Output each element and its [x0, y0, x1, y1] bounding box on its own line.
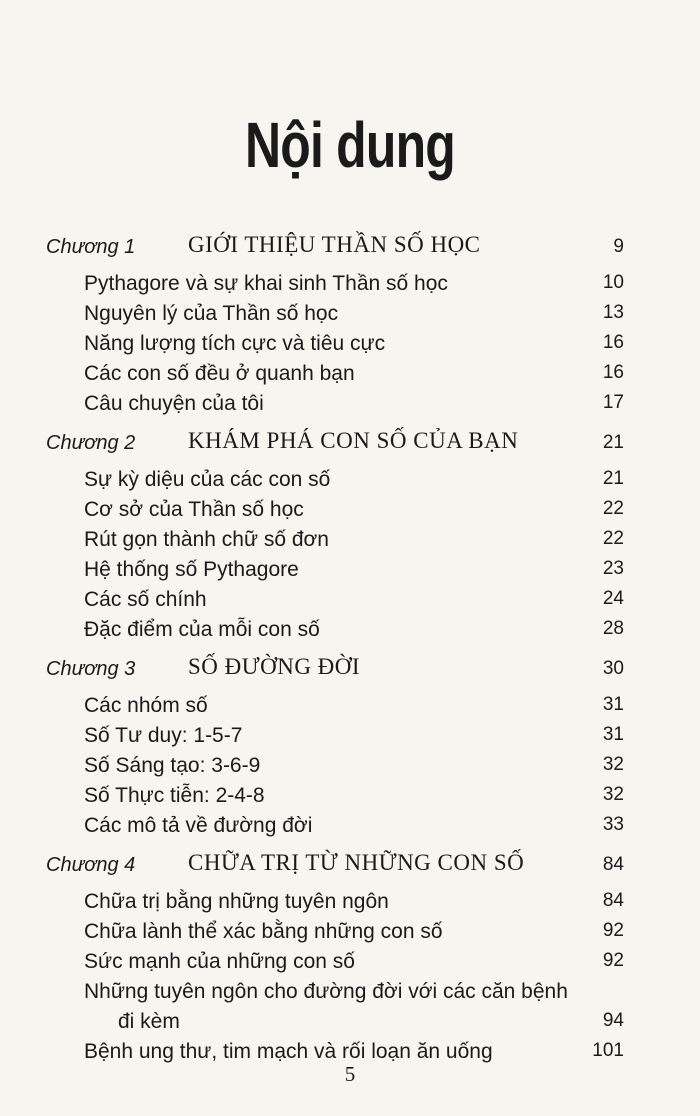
toc-entry-title: Đặc điểm của mỗi con số — [84, 618, 320, 641]
page-number: 5 — [344, 1062, 356, 1086]
toc-entry — [0, 722, 700, 752]
toc-entry-page-number: 16 — [602, 332, 624, 353]
page-title: Nội dung — [244, 109, 456, 181]
toc-entry-page-number: 101 — [592, 1040, 624, 1061]
toc-entry — [0, 360, 700, 390]
toc-entry-title: Pythagore và sự khai sinh Thần số học — [84, 272, 448, 295]
toc-entry — [0, 270, 700, 300]
toc-entry-page-number: 17 — [602, 392, 624, 413]
toc-entry — [0, 752, 700, 782]
toc-entry — [0, 586, 700, 616]
toc-entry-title: Sức mạnh của những con số — [84, 950, 355, 973]
toc-entry — [0, 466, 700, 496]
chapter-page-number: 21 — [602, 432, 624, 453]
toc-entry-title: Chữa trị bằng những tuyên ngôn — [84, 890, 389, 913]
chapter-heading — [0, 848, 700, 888]
toc-entry-page-number: 13 — [602, 302, 624, 323]
toc-entry-title: Hệ thống số Pythagore — [84, 558, 299, 581]
chapter-title: CHỮA TRỊ TỪ NHỮNG CON SỐ — [188, 850, 525, 875]
chapter-number: Chương 1 — [46, 236, 136, 258]
toc-entry-title: Bệnh ung thư, tim mạch và rối loạn ăn uống — [84, 1040, 493, 1063]
toc-entry-title: Các số chính — [84, 588, 207, 611]
chapter-title: SỐ ĐƯỜNG ĐỜI — [188, 654, 361, 679]
toc-entry-page-number: 92 — [602, 950, 624, 971]
toc-entry-title: Số Tư duy: 1-5-7 — [84, 724, 243, 747]
toc-entry-title: Những tuyên ngôn cho đường đời với các căn bệnh — [84, 980, 568, 1003]
table-of-contents — [0, 230, 700, 1068]
toc-entry — [0, 526, 700, 556]
toc-entry-page-number: 84 — [602, 890, 624, 911]
toc-entry — [0, 300, 700, 330]
toc-entry-page-number: 21 — [602, 468, 624, 489]
chapter-heading — [0, 426, 700, 466]
toc-entry — [0, 616, 700, 646]
toc-entry-page-number: 32 — [602, 754, 624, 775]
toc-entry-page-number: 24 — [602, 588, 624, 609]
toc-entry-title: Rút gọn thành chữ số đơn — [84, 528, 329, 551]
toc-entry-title: Nguyên lý của Thần số học — [84, 302, 339, 325]
toc-entry — [0, 692, 700, 722]
toc-entry — [0, 948, 700, 978]
chapter-heading — [0, 230, 700, 270]
toc-entry-page-number: 32 — [602, 784, 624, 805]
toc-entry — [0, 782, 700, 812]
toc-entry-page-number: 92 — [602, 920, 624, 941]
toc-entry-page-number: 23 — [602, 558, 624, 579]
toc-entry-page-number: 16 — [602, 362, 624, 383]
toc-entry — [0, 496, 700, 526]
toc-entry — [0, 1008, 700, 1038]
toc-entry-title: Các con số đều ở quanh bạn — [84, 362, 355, 385]
chapter-heading — [0, 652, 700, 692]
chapter-page-number: 9 — [613, 236, 624, 257]
toc-entry-title: Các mô tả về đường đời — [84, 814, 313, 837]
toc-entry-title: Số Thực tiễn: 2-4-8 — [84, 784, 265, 807]
toc-entry-page-number: 22 — [602, 528, 624, 549]
toc-entry-title: Câu chuyện của tôi — [84, 392, 264, 415]
toc-entry — [0, 556, 700, 586]
toc-entry-title: Cơ sở của Thần số học — [84, 498, 304, 521]
toc-entry — [0, 918, 700, 948]
toc-entry-title: đi kèm — [118, 1010, 180, 1033]
toc-entry-page-number: 31 — [602, 694, 624, 715]
toc-entry-title: Các nhóm số — [84, 694, 208, 717]
toc-entry — [0, 978, 700, 1008]
toc-entry — [0, 888, 700, 918]
toc-entry-page-number: 10 — [602, 272, 624, 293]
toc-entry — [0, 812, 700, 842]
toc-entry-page-number: 22 — [602, 498, 624, 519]
chapter-page-number: 30 — [602, 658, 624, 679]
chapter-number: Chương 4 — [46, 854, 136, 876]
chapter-number: Chương 2 — [46, 432, 136, 454]
toc-entry-page-number: 33 — [602, 814, 624, 835]
chapter-number: Chương 3 — [46, 658, 136, 680]
toc-entry-title: Sự kỳ diệu của các con số — [84, 468, 331, 491]
toc-entry-page-number: 28 — [602, 618, 624, 639]
toc-entry — [0, 330, 700, 360]
toc-entry-title: Chữa lành thể xác bằng những con số — [84, 920, 443, 943]
chapter-title: GIỚI THIỆU THẦN SỐ HỌC — [188, 232, 481, 257]
toc-entry — [0, 390, 700, 420]
chapter-title: KHÁM PHÁ CON SỐ CỦA BẠN — [188, 428, 519, 453]
toc-entry-title: Số Sáng tạo: 3-6-9 — [84, 754, 261, 777]
toc-entry-title: Năng lượng tích cực và tiêu cực — [84, 332, 386, 355]
toc-entry-page-number: 94 — [602, 1010, 624, 1031]
toc-entry-page-number: 31 — [602, 724, 624, 745]
chapter-page-number: 84 — [602, 854, 624, 875]
